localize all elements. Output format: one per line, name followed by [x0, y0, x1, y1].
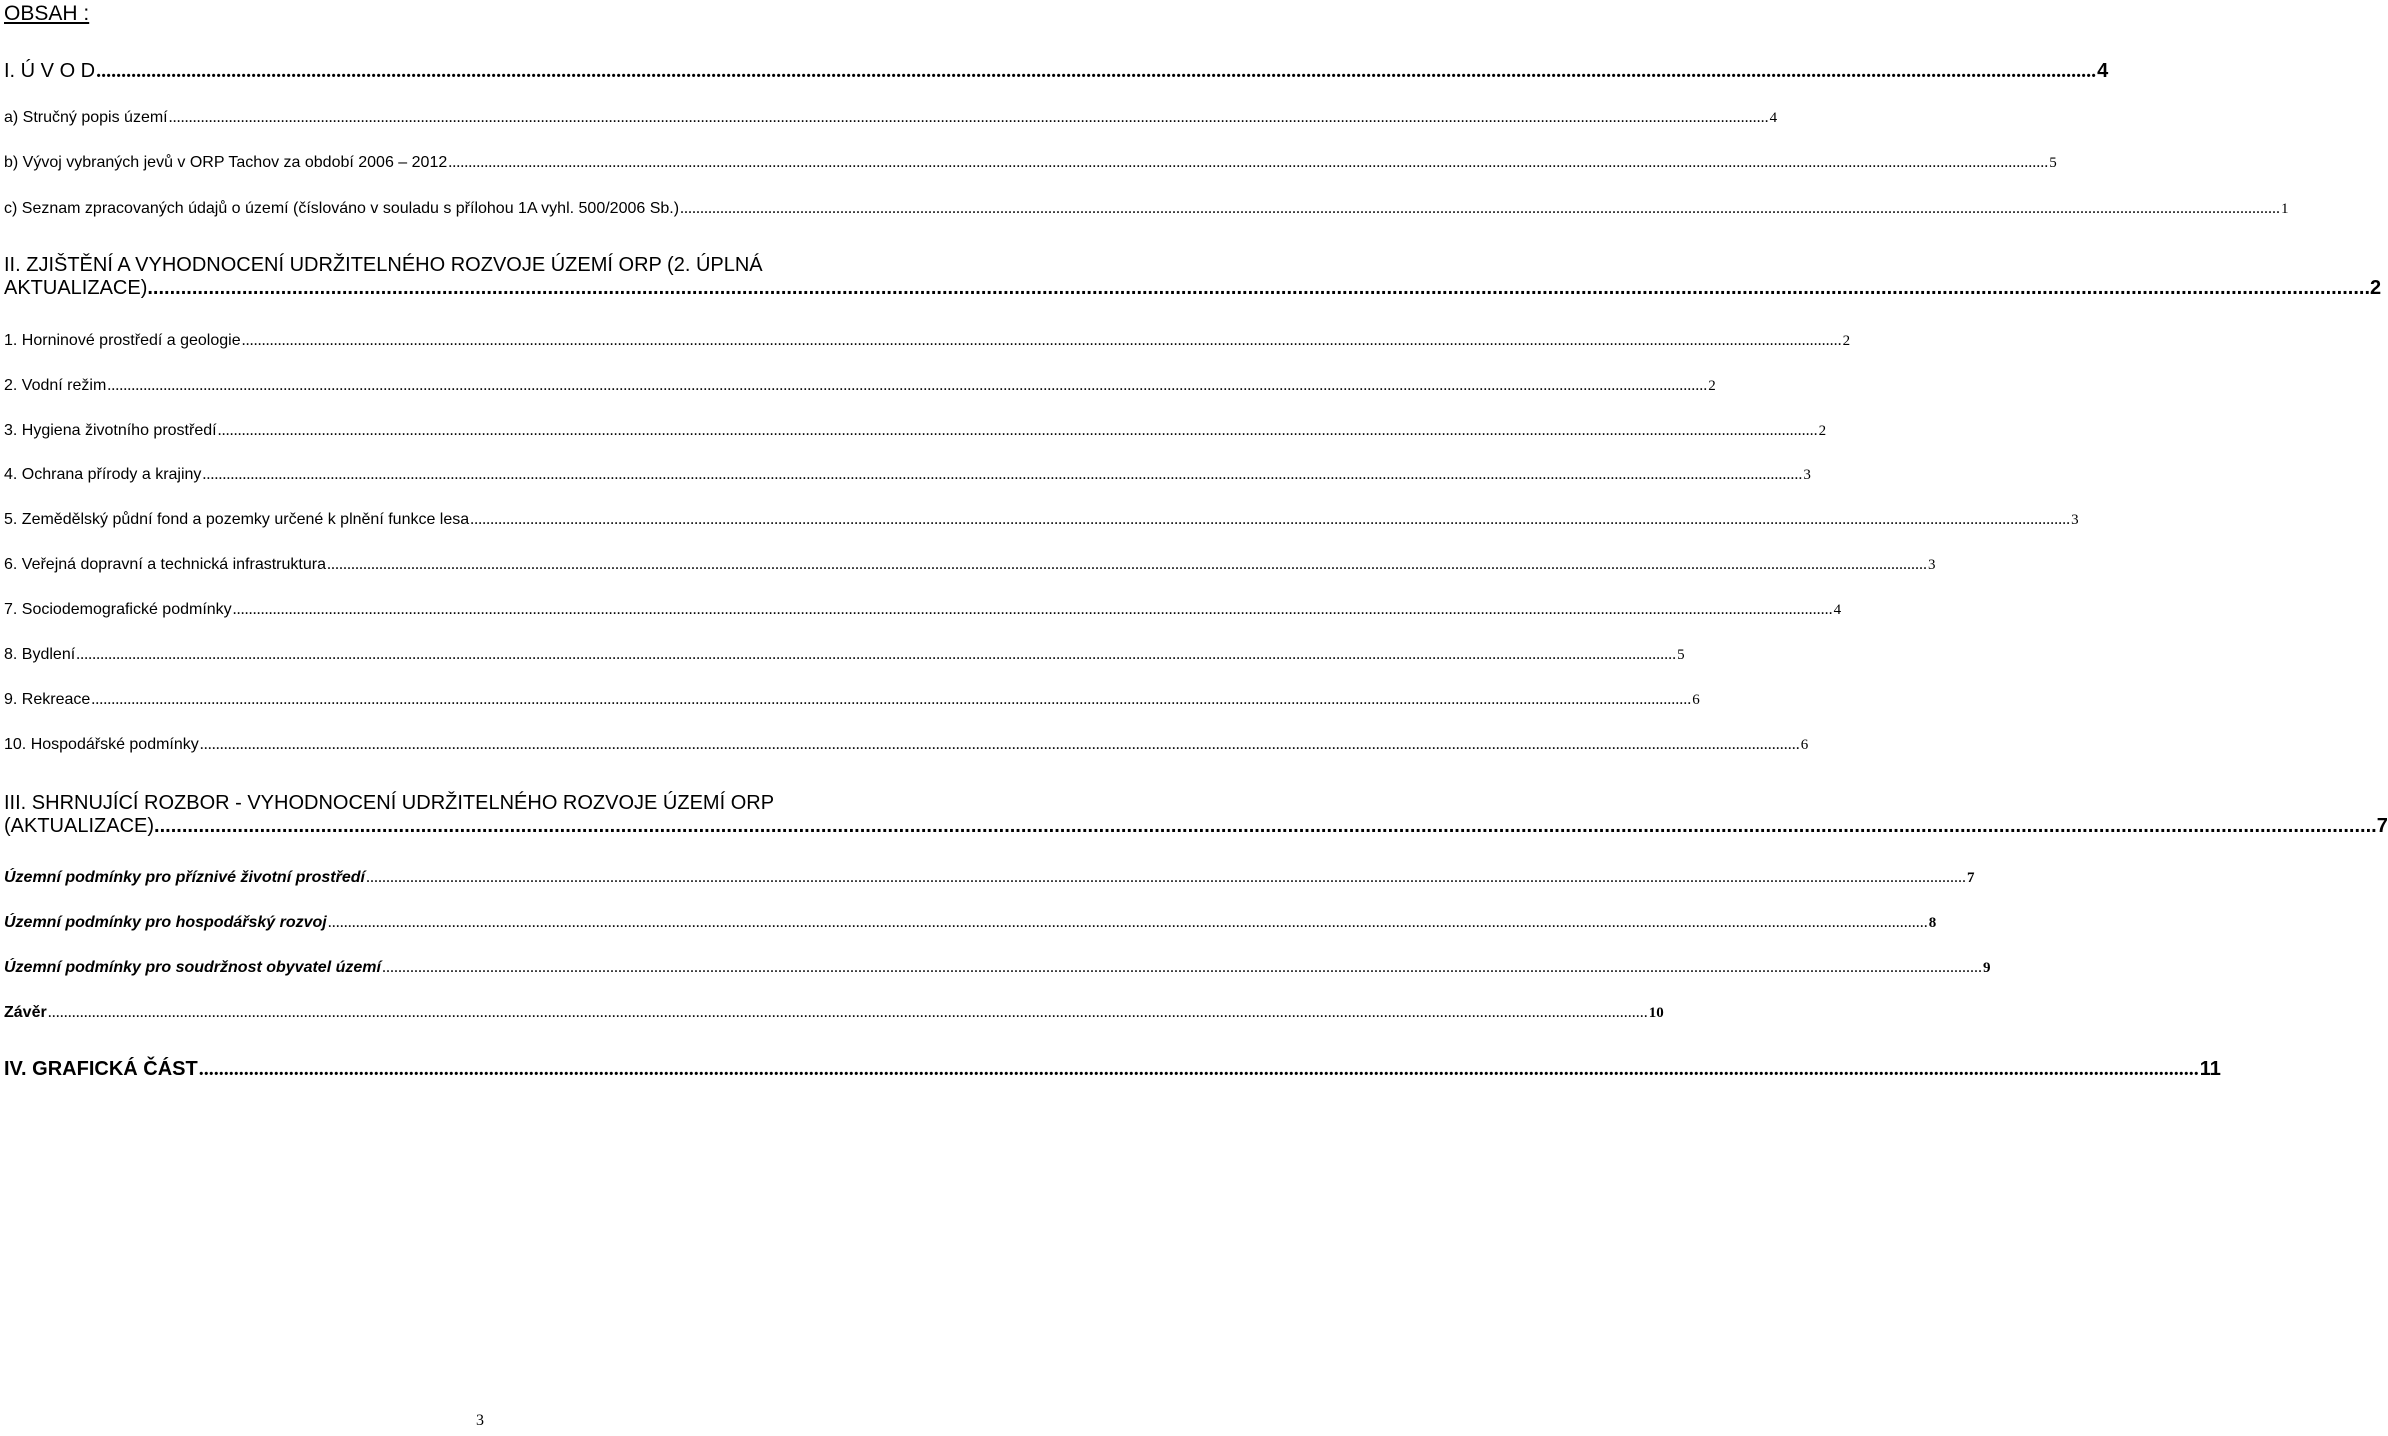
toc-title: OBSAH : — [4, 2, 90, 25]
toc-entry-page: 3 — [2071, 512, 2079, 528]
toc-entry-soudrznost[interactable] — [4, 959, 1991, 977]
toc-entry-page: 11 — [2199, 1058, 2221, 1080]
dot-leader: ................................................................................................................................................................................................................................................................................................................................................................................................................ — [470, 511, 2071, 528]
dot-leader: ................................................................................................................................................................................................................................................................................................................................................................................................................ — [365, 869, 1966, 886]
toc-entry-sociodemograficke[interactable] — [4, 601, 1842, 619]
dot-leader: ................................................................................................................................................................................................................................................................................................................................................................................................................ — [154, 815, 2377, 837]
toc-entry-bydleni[interactable] — [4, 646, 1685, 664]
dot-leader: ................................................................................................................................................................................................................................................................................................................................................................................................................ — [448, 154, 2049, 171]
toc-entry-label: 5. Zemědělský půdní fond a pozemky určené k plnění funkce lesa — [4, 511, 470, 528]
toc-entry-label-line1: III. SHRNUJÍCÍ ROZBOR - VYHODNOCENÍ UDRŽITELNÉHO ROZVOJE ÚZEMÍ ORP — [4, 792, 775, 814]
toc-entry-page: 2 — [1818, 423, 1827, 439]
toc-entry-label: 7. Sociodemografické podmínky — [4, 601, 232, 618]
toc-entry-label: 9. Rekreace — [4, 691, 91, 708]
toc-entry-label: 1. Horninové prostředí a geologie — [4, 332, 241, 349]
toc-entry-label: 10. Hospodářské podmínky — [4, 736, 199, 753]
toc-entry-vodni-rezim[interactable] — [4, 377, 1716, 395]
toc-entry-page: 5 — [1677, 647, 1685, 663]
dot-leader: ................................................................................................................................................................................................................................................................................................................................................................................................................ — [96, 60, 2097, 82]
toc-entry-ochrana-prirody[interactable] — [4, 466, 1811, 484]
dot-leader: ................................................................................................................................................................................................................................................................................................................................................................................................................ — [198, 1058, 2199, 1080]
toc-entry-page: 1 — [2281, 201, 2289, 217]
toc-entry-page: 6 — [1692, 692, 1700, 708]
toc-entry-label: Územní podmínky pro příznivé životní prostředí — [4, 869, 365, 886]
dot-leader: ................................................................................................................................................................................................................................................................................................................................................................................................................ — [232, 601, 1833, 618]
toc-entry-label: b) Vývoj vybraných jevů v ORP Tachov za období 2006 – 2012 — [4, 154, 448, 171]
dot-leader: ................................................................................................................................................................................................................................................................................................................................................................................................................ — [202, 466, 1803, 483]
toc-entry-page: 7 — [2376, 815, 2388, 837]
toc-entry-label: Územní podmínky pro hospodářský rozvoj — [4, 914, 327, 931]
toc-entry-label-line1: II. ZJIŠTĚNÍ A VYHODNOCENÍ UDRŽITELNÉHO ROZVOJE ÚZEMÍ ORP (2. ÚPLNÁ — [4, 254, 763, 276]
toc-entry-horninove[interactable] — [4, 332, 1851, 350]
toc-entry-rekreace[interactable] — [4, 691, 1700, 709]
toc-entry-label: Závěr — [4, 1004, 47, 1021]
toc-entry-label: a) Stručný popis území — [4, 109, 168, 126]
toc-entry-zivotni-prostredi[interactable] — [4, 869, 1975, 887]
toc-entry-page: 7 — [1966, 870, 1975, 886]
toc-entry-label: AKTUALIZACE) — [4, 277, 148, 299]
toc-entry-popis-uzemi[interactable] — [4, 109, 1778, 127]
toc-entry-page: 9 — [1982, 960, 1991, 976]
toc-entry-page: 8 — [1928, 915, 1937, 931]
dot-leader: ................................................................................................................................................................................................................................................................................................................................................................................................................ — [168, 109, 1769, 126]
toc-entry-infrastruktura[interactable] — [4, 556, 1936, 574]
toc-entry-label: c) Seznam zpracovaných údajů o území (číslováno v souladu s přílohou 1A vyhl. 500/2006 Sb.) — [4, 200, 680, 217]
toc-entry-hospodarske[interactable] — [4, 736, 1809, 754]
dot-leader: ................................................................................................................................................................................................................................................................................................................................................................................................................ — [680, 200, 2281, 217]
toc-entry-page: 2 — [2370, 277, 2382, 299]
dot-leader: ................................................................................................................................................................................................................................................................................................................................................................................................................ — [327, 914, 1928, 931]
toc-entry-page: 6 — [1800, 737, 1809, 753]
toc-entry-label: (AKTUALIZACE) — [4, 815, 155, 837]
toc-entry-seznam-udaju[interactable] — [4, 200, 2289, 218]
toc-entry-page: 2 — [1708, 378, 1716, 394]
toc-entry-graficka-cast[interactable] — [4, 1058, 2221, 1081]
toc-entry-label: IV. GRAFICKÁ ČÁST — [4, 1058, 198, 1080]
toc-entry-hospodarsky-rozvoj[interactable] — [4, 914, 1937, 932]
dot-leader: ................................................................................................................................................................................................................................................................................................................................................................................................................ — [47, 1004, 1648, 1021]
toc-entry-page: 4 — [1833, 602, 1842, 618]
toc-entry-page: 5 — [2049, 155, 2057, 171]
dot-leader: ................................................................................................................................................................................................................................................................................................................................................................................................................ — [199, 736, 1800, 753]
toc-entry-shrnujici-rozbor[interactable] — [4, 792, 2388, 838]
toc-entry-uvod[interactable] — [4, 60, 2109, 83]
toc-entry-label: 8. Bydlení — [4, 646, 76, 663]
toc-entry-vyvoj-jevu[interactable] — [4, 154, 2057, 172]
page-number: 3 — [476, 1412, 484, 1429]
toc-entry-hygiena[interactable] — [4, 422, 1827, 440]
dot-leader: ................................................................................................................................................................................................................................................................................................................................................................................................................ — [217, 422, 1818, 439]
toc-entry-page: 3 — [1927, 557, 1936, 573]
toc-entry-page: 4 — [1769, 110, 1778, 126]
dot-leader: ................................................................................................................................................................................................................................................................................................................................................................................................................ — [91, 691, 1692, 708]
toc-entry-page: 10 — [1648, 1005, 1664, 1021]
dot-leader: ................................................................................................................................................................................................................................................................................................................................................................................................................ — [76, 646, 1677, 663]
toc-entry-page: 4 — [2097, 60, 2109, 82]
toc-entry-zjisteni[interactable] — [4, 254, 2382, 300]
toc-entry-zaver[interactable] — [4, 1004, 1664, 1022]
toc-entry-zpf[interactable] — [4, 511, 2079, 529]
dot-leader: ................................................................................................................................................................................................................................................................................................................................................................................................................ — [381, 959, 1982, 976]
toc-entry-page: 3 — [1803, 467, 1811, 483]
toc-entry-label: I. Ú V O D — [4, 60, 96, 82]
dot-leader: ................................................................................................................................................................................................................................................................................................................................................................................................................ — [147, 277, 2371, 299]
toc-entry-label: 2. Vodní režim — [4, 377, 107, 394]
toc-entry-page: 2 — [1842, 333, 1851, 349]
dot-leader: ................................................................................................................................................................................................................................................................................................................................................................................................................ — [326, 556, 1927, 573]
toc-entry-label: 3. Hygiena životního prostředí — [4, 422, 217, 439]
toc-entry-label: 4. Ochrana přírody a krajiny — [4, 466, 202, 483]
dot-leader: ................................................................................................................................................................................................................................................................................................................................................................................................................ — [107, 377, 1708, 394]
toc-entry-label: 6. Veřejná dopravní a technická infrastruktura — [4, 556, 326, 573]
dot-leader: ................................................................................................................................................................................................................................................................................................................................................................................................................ — [241, 332, 1842, 349]
toc-entry-label: Územní podmínky pro soudržnost obyvatel území — [4, 959, 381, 976]
